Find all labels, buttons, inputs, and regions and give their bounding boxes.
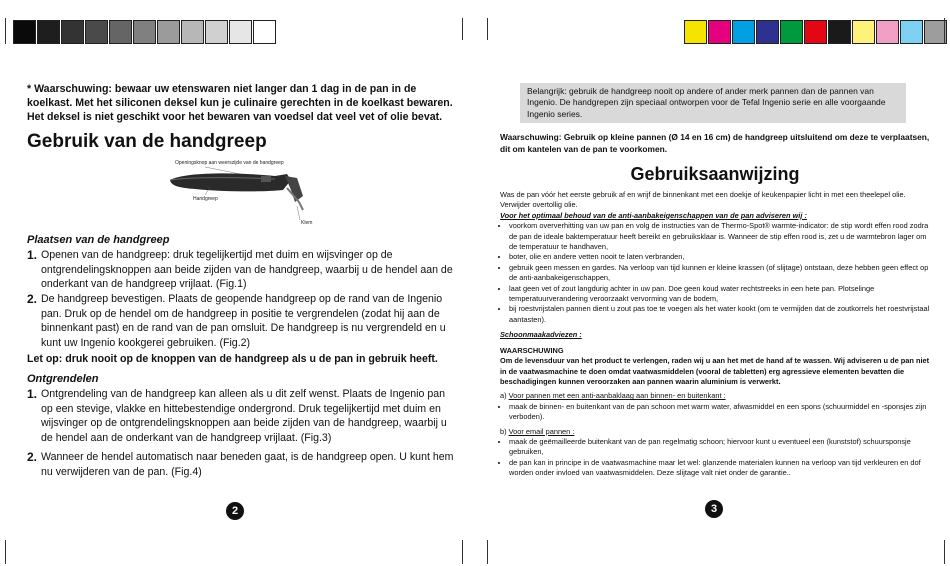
color-swatch	[13, 20, 36, 44]
color-swatch	[85, 20, 108, 44]
page-title: Gebruiksaanwijzing	[630, 164, 800, 184]
cleaning-heading: Schoonmaakadviezen :	[500, 330, 582, 340]
color-swatch	[229, 20, 252, 44]
step-text: De handgreep bevestigen. Plaats de geopende handgreep op de rand van de Ingenio pan. Druk op de hendel om de handgreep in positie te vergrendelen (zodat hij aan de binnenkant past) en de rand van de pan omsluit. De handgreep is nu vergrendeld en u kunt uw Ingenio kookgerei gebruiken. (Fig.2)	[41, 293, 446, 349]
step-number: 2.	[27, 292, 38, 306]
color-swatch	[37, 20, 60, 44]
list-item: • voorkom oververhitting van uw pan en volg de instructies van de Thermo-Spot® warmte-indicator: de stip wordt effen rood zodra de pan de ideale baktemperatuur heeft bereikt en gebruiksklaar is. Wanneer de stip effen rood is, zet u de warmtebron lager om de temperatuur te handhaven,	[509, 221, 932, 252]
color-swatch	[708, 20, 731, 44]
color-swatch	[157, 20, 180, 44]
fold-mark	[462, 18, 463, 40]
list-item: • maak de geëmailleerde buitenkant van de pan regelmatig schoon; hiervoor kunt u eventueel een (kunststof) schuursponsje gebruiken,	[509, 437, 932, 458]
section-title-release: Ontgrendelen	[27, 373, 99, 385]
subsection-heading: Voor pannen met een anti-aanbaklaag aan binnen- en buitenkant :	[508, 391, 726, 401]
crop-mark	[5, 540, 6, 564]
page-number: 3	[705, 500, 723, 518]
fold-mark	[487, 18, 488, 40]
fold-mark	[462, 540, 463, 564]
fold-mark	[487, 540, 488, 564]
step-text: Openen van de handgreep: druk tegelijkertijd met duim en wijsvinger op de ontgrendelingsknoppen aan beide zijden van de handgreep, waarbij u de hendel aan de onderkant van de handgreep vrijlaat. (Fig.1)	[41, 249, 453, 290]
color-swatch	[684, 20, 707, 44]
care-heading: Voor het optimaal behoud van de anti-aanbakeigenschappen van de pan adviseren wij :	[500, 210, 807, 220]
page-number: 2	[226, 502, 244, 520]
step-text: Wanneer de hendel automatisch naar beneden gaat, is de handgreep open. U kunt hem nu verwijderen van de pan. (Fig.4)	[41, 451, 454, 478]
list-item: • laat geen vet of zout langdurig achter in uw pan. Doe geen koud water rechtstreeks in een hete pan. Plotselinge temperatuurverandering veroorzaakt vervorming van de bodem,	[509, 284, 932, 305]
color-swatch	[133, 20, 156, 44]
subsection-heading: Voor email pannen :	[508, 426, 575, 436]
instructions-body	[500, 190, 932, 479]
warning-text: Om de levensduur van het product te verlengen, raden wij u aan het met de hand af te wassen. Wij adviseren u de pan niet in de vaatwasmachine te doen omdat vaatwasmiddelen (vooral de tabletten) erg agressieve elementen bevatten die beschadigingen kunnen veroorzaken aan pannen waarin aluminium is verwerkt.	[500, 356, 930, 386]
color-swatch	[804, 20, 827, 44]
color-swatch	[780, 20, 803, 44]
enamel-list	[500, 437, 932, 479]
intro-paragraph: Was de pan vóór het eerste gebruik af en wrijf de binnenkant met een doekje of keukenpapier licht in met een theelepel olie. Verwijder overtollig olie.	[500, 190, 906, 210]
color-swatch	[756, 20, 779, 44]
list-item	[27, 248, 457, 292]
storage-warning: * Waarschuwing: bewaar uw etenswaren niet langer dan 1 dag in de pan in de koelkast. Met het siliconen deksel kun je culinaire gerechten in de koelkast bewaren. Het deksel is niet geschikt voor het bewaren van voedsel dat veel vet of olie bevat.	[27, 83, 453, 123]
list-item: • maak de binnen- en buitenkant van de pan schoon met warm water, afwasmiddel en een spons (schuurmiddel en -sponsjes zijn verboden).	[509, 402, 932, 423]
handle-illustration	[165, 158, 325, 228]
crop-mark	[5, 18, 6, 44]
figure-label-top: Openingsknop aan weerszijde van de handgreep	[175, 160, 284, 166]
section-title-attach: Plaatsen van de handgreep	[27, 234, 170, 246]
page-title: Gebruik van de handgreep	[27, 131, 267, 152]
important-notice: Belangrijk: gebruik de handgreep nooit op andere of ander merk pannen dan de pannen van Ingenio. De handgrepen zijn speciaal ontworpen voor de Tefal Ingenio serie en alle voorgaande Ingenio series.	[520, 83, 906, 123]
color-swatch	[852, 20, 875, 44]
step-number: 1.	[27, 387, 38, 401]
crop-mark	[944, 540, 945, 564]
color-swatch	[61, 20, 84, 44]
figure-label-clamp: Klem	[301, 220, 313, 226]
step-number: 1.	[27, 248, 38, 262]
subsection-label: b)	[500, 426, 507, 436]
small-pan-warning: Waarschuwing: Gebruik op kleine pannen (Ø 14 en 16 cm) de handgreep uitsluitend om deze te verplaatsen, dit om kantelen van de pan te voorkomen.	[500, 132, 930, 154]
step-text: Ontgrendeling van de handgreep kan alleen als u dit zelf wenst. Plaats de Ingenio pan op een stevige, vlakke en hittebestendige ondergrond. Druk tegelijkertijd met duim en wijsvinger op de ontgrendelingsknoppen aan beide zijden van de handgreep, waarbij u de hendel aan de onderkant van de handgreep vrijlaat. (Fig.3)	[41, 388, 447, 444]
care-list	[500, 221, 932, 325]
figure-label-handle: Handgreep	[193, 196, 218, 202]
color-swatch	[828, 20, 851, 44]
subsection-label: a)	[500, 391, 507, 401]
list-item: • boter, olie en andere vetten nooit te laten verbranden,	[509, 252, 932, 262]
color-swatch	[181, 20, 204, 44]
list-item	[27, 450, 457, 479]
color-swatch	[876, 20, 899, 44]
list-item: • gebruik geen messen en gardes. Na verloop van tijd kunnen er kleine krassen (of slijtage) ontstaan, deze hebben geen effect op de anti-aanbakeigenschappen,	[509, 263, 932, 284]
list-item: • bij roestvrijstalen pannen dient u zout pas toe te voegen als het water kookt (om te vermijden dat de zoutkorrels het roestvrijstaal aantasten).	[509, 304, 932, 325]
grayscale-color-bar	[13, 20, 277, 44]
crop-mark	[944, 18, 945, 44]
list-item	[27, 387, 457, 445]
nonstick-list	[500, 402, 932, 423]
color-swatch	[205, 20, 228, 44]
list-item: • de pan kan in principe in de vaatwasmachine maar let wel: glanzende materialen kunnen na verloop van tijd verkleuren en dof worden onder invloed van vaatwasmiddelen. Deze slijtage valt niet onder de garantie..	[509, 458, 932, 479]
color-swatch	[253, 20, 276, 44]
cmyk-color-bar	[684, 20, 948, 44]
color-swatch	[109, 20, 132, 44]
color-swatch	[732, 20, 755, 44]
handle-icon	[165, 158, 325, 228]
caution-note: Let op: druk nooit op de knoppen van de handgreep als u de pan in gebruik heeft.	[27, 353, 438, 365]
warning-title: WAARSCHUWING	[500, 345, 564, 355]
color-swatch	[900, 20, 923, 44]
step-number: 2.	[27, 450, 38, 464]
list-item	[27, 292, 457, 350]
